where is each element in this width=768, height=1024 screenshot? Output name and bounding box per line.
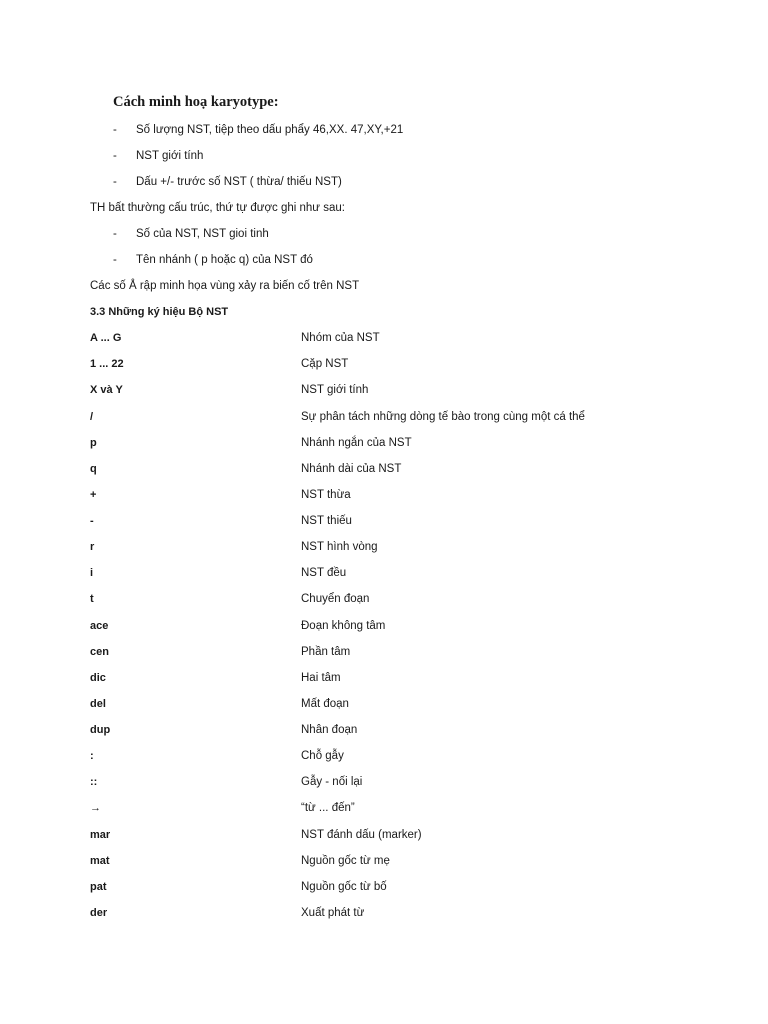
meaning-cell: Xuất phát từ xyxy=(301,907,365,919)
meaning-cell: Nhân đoạn xyxy=(301,724,358,736)
section-heading: 3.3 Những ký hiệu Bộ NST xyxy=(90,306,229,318)
meaning-cell: Nhánh ngắn của NST xyxy=(301,437,412,449)
meaning-cell: NST thiếu xyxy=(301,515,352,527)
bullet-dash: - xyxy=(113,254,117,266)
bullet-text: Số lượng NST, tiệp theo dấu phẩy 46,XX. 47,XY,+21 xyxy=(136,124,404,136)
symbol-cell: dup xyxy=(90,724,111,736)
bullet-text: NST giới tính xyxy=(136,150,204,162)
meaning-cell: NST giới tính xyxy=(301,384,369,396)
table-row xyxy=(0,802,768,822)
symbol-cell: del xyxy=(90,698,106,710)
table-row xyxy=(0,567,768,587)
symbol-cell: mar xyxy=(90,829,111,841)
bullet-dash: - xyxy=(113,124,117,136)
meaning-cell: NST thừa xyxy=(301,489,351,501)
table-row xyxy=(0,855,768,875)
table-row xyxy=(0,907,768,927)
meaning-cell: Hai tâm xyxy=(301,672,341,684)
meaning-cell: Cặp NST xyxy=(301,358,349,370)
meaning-cell: Chỗ gẫy xyxy=(301,750,344,762)
symbol-cell: mat xyxy=(90,855,110,867)
symbol-cell: : xyxy=(90,750,94,762)
meaning-cell: Sự phân tách những dòng tế bào trong cùng một cá thể xyxy=(301,411,585,423)
symbol-cell: / xyxy=(90,411,94,423)
table-row xyxy=(0,829,768,849)
meaning-cell: Đoạn không tâm xyxy=(301,620,386,632)
table-row xyxy=(0,411,768,431)
table-row xyxy=(0,672,768,692)
list-item xyxy=(113,124,403,136)
symbol-cell: ace xyxy=(90,620,109,632)
symbol-cell: + xyxy=(90,489,97,501)
symbol-cell: X và Y xyxy=(90,384,123,396)
paragraph: Các số Å rập minh họa vùng xảy ra biến cố trên NST xyxy=(90,280,360,292)
meaning-cell: NST đều xyxy=(301,567,347,579)
symbol-cell: der xyxy=(90,907,108,919)
meaning-cell: Nguồn gốc từ mẹ xyxy=(301,855,390,867)
symbol-cell: 1 ... 22 xyxy=(90,358,124,370)
symbol-cell: cen xyxy=(90,646,109,658)
table-row xyxy=(0,750,768,770)
symbol-cell: A ... G xyxy=(90,332,122,344)
page-title: Cách minh hoạ karyotype: xyxy=(113,94,279,110)
symbol-cell: dic xyxy=(90,672,106,684)
meaning-cell: Nguồn gốc từ bố xyxy=(301,881,387,893)
symbol-cell: t xyxy=(90,593,94,605)
table-row xyxy=(0,698,768,718)
list-item xyxy=(113,228,269,240)
table-row xyxy=(0,437,768,457)
symbol-cell: pat xyxy=(90,881,107,893)
symbol-cell: r xyxy=(90,541,95,553)
bullet-text: Số của NST, NST gioi tinh xyxy=(136,228,269,240)
list-item xyxy=(113,150,203,162)
list-item xyxy=(113,254,313,266)
meaning-cell: Phần tâm xyxy=(301,646,351,658)
table-row xyxy=(0,489,768,509)
meaning-cell: “từ ... đến” xyxy=(301,802,355,814)
table-row xyxy=(0,881,768,901)
paragraph: TH bất thường cấu trúc, thứ tự được ghi như sau: xyxy=(90,202,345,214)
meaning-cell: NST hình vòng xyxy=(301,541,378,553)
table-row xyxy=(0,463,768,483)
list-item xyxy=(113,176,342,188)
bullet-text: Tên nhánh ( p hoặc q) của NST đó xyxy=(136,254,313,266)
meaning-cell: Nhánh dài của NST xyxy=(301,463,402,475)
arrow-icon: → xyxy=(90,802,101,814)
table-row xyxy=(0,384,768,404)
bullet-dash: - xyxy=(113,150,117,162)
symbol-cell: :: xyxy=(90,776,98,788)
symbol-cell: i xyxy=(90,567,94,579)
meaning-cell: Nhóm của NST xyxy=(301,332,380,344)
meaning-cell: NST đánh dấu (marker) xyxy=(301,829,422,841)
bullet-text: Dấu +/- trước số NST ( thừa/ thiếu NST) xyxy=(136,176,342,188)
table-row xyxy=(0,593,768,613)
meaning-cell: Chuyển đoạn xyxy=(301,593,370,605)
table-row xyxy=(0,646,768,666)
bullet-dash: - xyxy=(113,176,117,188)
table-row xyxy=(0,332,768,352)
table-row xyxy=(0,358,768,378)
table-row xyxy=(0,515,768,535)
table-row xyxy=(0,620,768,640)
meaning-cell: Mất đoạn xyxy=(301,698,349,710)
meaning-cell: Gẫy - nối lại xyxy=(301,776,363,788)
symbol-cell: q xyxy=(90,463,97,475)
symbol-cell: - xyxy=(90,515,94,527)
symbol-cell: p xyxy=(90,437,97,449)
table-row xyxy=(0,541,768,561)
bullet-dash: - xyxy=(113,228,117,240)
table-row xyxy=(0,776,768,796)
table-row xyxy=(0,724,768,744)
